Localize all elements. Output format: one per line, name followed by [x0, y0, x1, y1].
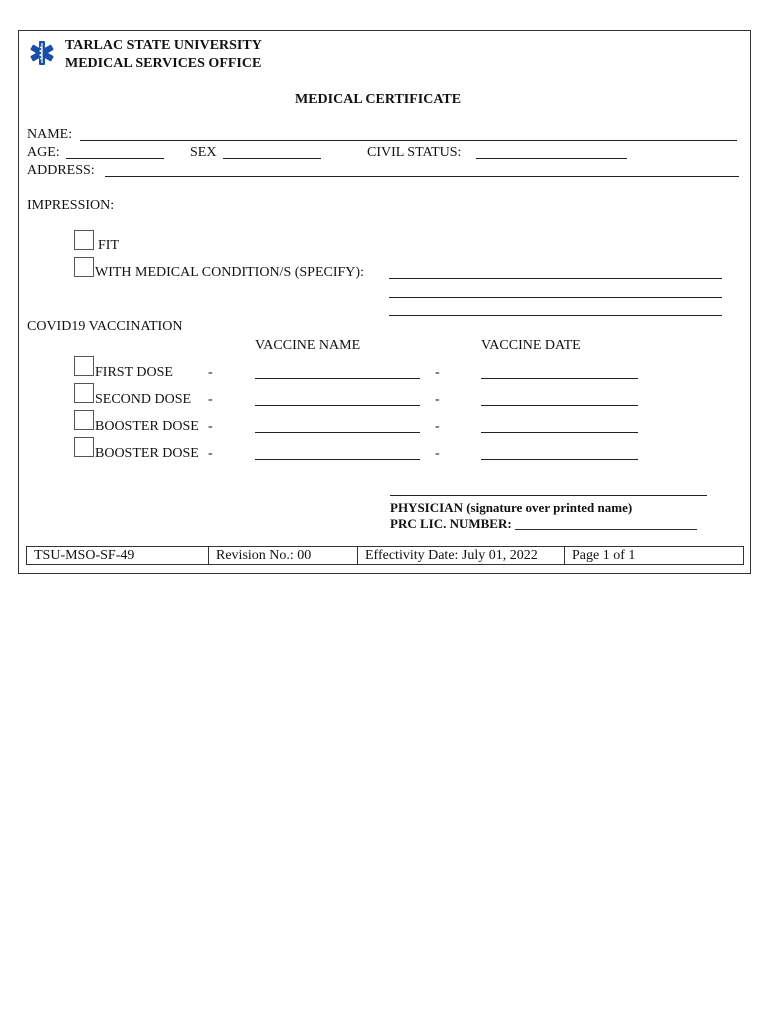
booster-dose-2-separator: - — [208, 446, 213, 461]
second-dose-vaccine-name-field[interactable] — [255, 405, 420, 406]
second-dose-dash: - — [435, 392, 440, 407]
condition-field-line-2[interactable] — [389, 297, 722, 298]
impression-label: IMPRESSION: — [27, 198, 115, 213]
medical-condition-label: WITH MEDICAL CONDITION/S (SPECIFY): — [95, 265, 364, 280]
physician-signature-field[interactable] — [390, 495, 707, 496]
form-code: TSU-MSO-SF-49 — [27, 547, 209, 564]
certificate-title: MEDICAL CERTIFICATE — [295, 92, 462, 107]
booster-dose-2-label: BOOSTER DOSE — [95, 446, 199, 461]
booster-dose-1-vaccine-name-field[interactable] — [255, 432, 420, 433]
condition-field-line-1[interactable] — [389, 278, 722, 279]
booster-dose-1-checkbox[interactable] — [74, 410, 94, 430]
civil-status-label: CIVIL STATUS: — [367, 145, 462, 160]
booster-dose-1-dash: - — [435, 419, 440, 434]
physician-label: PHYSICIAN (signature over printed name) — [390, 500, 633, 515]
sex-label: SEX — [190, 145, 217, 160]
second-dose-checkbox[interactable] — [74, 383, 94, 403]
prc-license-row — [390, 516, 697, 531]
first-dose-checkbox[interactable] — [74, 356, 94, 376]
fit-checkbox[interactable] — [74, 230, 94, 250]
university-name: TARLAC STATE UNIVERSITY — [65, 38, 262, 53]
condition-field-line-3[interactable] — [389, 315, 722, 316]
prc-license-label: PRC LIC. NUMBER: — [390, 516, 512, 531]
booster-dose-2-checkbox[interactable] — [74, 437, 94, 457]
address-label: ADDRESS: — [27, 163, 95, 178]
form-footer — [26, 546, 744, 565]
booster-dose-1-vaccine-date-field[interactable] — [481, 432, 638, 433]
civil-status-field[interactable] — [476, 158, 627, 159]
effectivity-date: Effectivity Date: July 01, 2022 — [358, 547, 565, 564]
revision-number: Revision No.: 00 — [209, 547, 358, 564]
star-of-life-logo-icon — [27, 38, 57, 68]
booster-dose-2-dash: - — [435, 446, 440, 461]
first-dose-separator: - — [208, 365, 213, 380]
sex-field[interactable] — [223, 158, 321, 159]
name-field[interactable] — [80, 140, 737, 141]
first-dose-vaccine-name-field[interactable] — [255, 378, 420, 379]
age-field[interactable] — [66, 158, 164, 159]
booster-dose-1-label: BOOSTER DOSE — [95, 419, 199, 434]
first-dose-vaccine-date-field[interactable] — [481, 378, 638, 379]
first-dose-label: FIRST DOSE — [95, 365, 173, 380]
name-label: NAME: — [27, 127, 73, 142]
second-dose-vaccine-date-field[interactable] — [481, 405, 638, 406]
page-number: Page 1 of 1 — [572, 548, 636, 563]
medical-condition-checkbox[interactable] — [74, 257, 94, 277]
vaccine-date-header: VACCINE DATE — [481, 338, 581, 353]
booster-dose-1-separator: - — [208, 419, 213, 434]
address-field[interactable] — [105, 176, 739, 177]
second-dose-label: SECOND DOSE — [95, 392, 192, 407]
vaccination-label: COVID19 VACCINATION — [27, 319, 183, 334]
fit-label: FIT — [98, 238, 119, 253]
booster-dose-2-vaccine-date-field[interactable] — [481, 459, 638, 460]
first-dose-dash: - — [435, 365, 440, 380]
age-label: AGE: — [27, 145, 60, 160]
vaccine-name-header: VACCINE NAME — [255, 338, 361, 353]
second-dose-separator: - — [208, 392, 213, 407]
office-name: MEDICAL SERVICES OFFICE — [65, 56, 262, 71]
prc-license-field[interactable]: ____________________________ — [514, 516, 697, 531]
medical-certificate-form — [18, 30, 751, 574]
booster-dose-2-vaccine-name-field[interactable] — [255, 459, 420, 460]
